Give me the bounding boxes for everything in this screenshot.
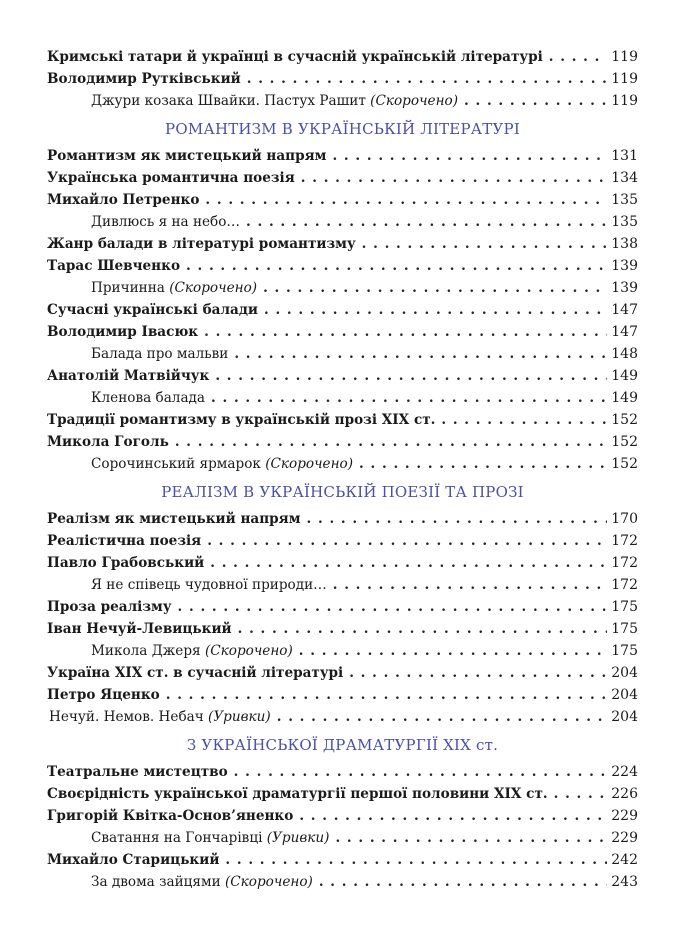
dot-leader	[332, 145, 607, 167]
toc-entry-title	[47, 321, 198, 343]
toc-entry[interactable]	[47, 343, 638, 365]
page-number: 149	[611, 390, 638, 406]
toc-entry-title-text: Реалізм як мистецький напрям	[47, 511, 301, 527]
toc-entry-title-text: Я не співець чудовної природи…	[91, 577, 327, 593]
dot-leader	[225, 849, 607, 871]
toc-entry-title-text: Григорій Квітка-Основ’яненко	[47, 808, 294, 824]
dot-leader	[277, 706, 608, 728]
toc-entry-title	[47, 365, 209, 387]
page-number: 242	[611, 852, 638, 868]
toc-entry-title	[47, 508, 301, 530]
dot-leader	[211, 387, 607, 409]
toc-entry-title	[91, 387, 205, 409]
toc-entry-title-text: Своєрідність української драматургії першої половини XIX ст.	[47, 786, 548, 802]
dot-leader	[234, 761, 608, 783]
toc-entry-note: (Скорочено)	[204, 643, 293, 659]
toc-entry-title-text: Іван Нечуй-Левицький	[47, 621, 232, 637]
page-number: 119	[611, 49, 638, 65]
dot-leader	[307, 508, 608, 530]
dot-leader	[263, 277, 607, 299]
toc-entry-title	[47, 46, 543, 68]
toc-entry-title-text: Проза реалізму	[47, 599, 172, 615]
dot-leader	[441, 409, 607, 431]
toc-entry-title	[47, 145, 326, 167]
page-number: 147	[611, 324, 638, 340]
dot-leader	[335, 827, 607, 849]
toc-entry[interactable]	[47, 508, 638, 530]
section-heading: З УКРАЇНСЬКОЇ ДРАМАТУРГІЇ XIX ст.	[186, 736, 499, 754]
toc-entry[interactable]	[47, 805, 638, 827]
page-number: 148	[611, 346, 638, 362]
dot-leader	[247, 68, 608, 90]
dot-leader	[333, 574, 608, 596]
toc-entry-title-text: Сорочинський ярмарок	[91, 456, 261, 472]
toc-entry-title	[91, 640, 293, 662]
section-heading: РОМАНТИЗМ В УКРАЇНСЬКІЙ ЛІТЕРАТУРІ	[165, 120, 520, 138]
toc-entry[interactable]	[47, 365, 638, 387]
toc-entry-title-text: Микола Джеря	[91, 643, 201, 659]
toc-entry-title	[47, 167, 295, 189]
toc-entry-title-text: Кленова балада	[91, 390, 206, 406]
toc-entry-title	[47, 596, 172, 618]
toc-entry[interactable]	[47, 783, 638, 805]
section-heading: РЕАЛІЗМ В УКРАЇНСЬКІЙ ПОЕЗІЇ ТА ПРОЗІ	[161, 483, 524, 501]
toc-entry[interactable]	[47, 761, 638, 783]
toc-entry-title	[91, 574, 327, 596]
toc-entry-title	[47, 552, 204, 574]
dot-leader	[234, 343, 607, 365]
page-number: 172	[611, 555, 638, 571]
toc-entry[interactable]	[47, 189, 638, 211]
toc-entry[interactable]	[47, 167, 638, 189]
toc-entry[interactable]	[47, 871, 638, 893]
dot-leader	[264, 299, 607, 321]
toc-entry-title	[47, 684, 160, 706]
toc-entry-title-text: Петро Яценко	[47, 687, 160, 703]
toc-entry-title-text: Михайло Старицький	[47, 852, 220, 868]
page-number: 175	[611, 643, 638, 659]
page-number: 119	[611, 71, 638, 87]
page-number: 226	[611, 786, 638, 802]
page-number: 149	[611, 368, 638, 384]
dot-leader	[349, 662, 607, 684]
page-number: 243	[611, 874, 638, 890]
dot-leader	[299, 640, 607, 662]
toc-entry-title	[91, 343, 228, 365]
toc-entry-title	[47, 255, 180, 277]
toc-entry-title	[47, 409, 435, 431]
dot-leader	[207, 530, 607, 552]
toc-entry-title-text: Кримські татари й українці в сучасній українській літературі	[47, 49, 543, 65]
toc-entry-title-text: Українська романтична поезія	[47, 170, 295, 186]
dot-leader	[246, 211, 607, 233]
toc-entry-note: (Скорочено)	[265, 456, 354, 472]
toc-entry-title-text: Реалістична поезія	[47, 533, 202, 549]
toc-entry-title	[91, 211, 240, 233]
toc-entry-title-text: Микола Гоголь	[47, 434, 169, 450]
toc-entry-title	[47, 805, 293, 827]
dot-leader	[238, 618, 608, 640]
toc-entry[interactable]	[47, 431, 638, 453]
toc-entry[interactable]	[47, 618, 638, 640]
dot-leader	[299, 805, 607, 827]
toc-entry-title-text: Тарас Шевченко	[47, 258, 181, 274]
dot-leader	[204, 321, 607, 343]
toc-entry[interactable]	[47, 277, 638, 299]
dot-leader	[359, 453, 607, 475]
toc-entry-title	[91, 277, 257, 299]
dot-leader	[362, 233, 608, 255]
page-number: 224	[611, 764, 638, 780]
toc-entry[interactable]	[47, 640, 638, 662]
toc-entry-title	[49, 706, 271, 728]
dot-leader	[166, 684, 608, 706]
toc-entry-title	[91, 871, 313, 893]
page-number: 135	[611, 214, 638, 230]
toc-entry[interactable]	[47, 530, 638, 552]
toc-entry-title	[47, 233, 356, 255]
toc-entry[interactable]	[47, 409, 638, 431]
toc-entry[interactable]	[47, 387, 638, 409]
toc-entry-title-text: Нечуй. Немов. Небач	[49, 709, 204, 725]
toc-entry-title-text: Україна XIX ст. в сучасній літературі	[47, 665, 344, 681]
page-number: 229	[611, 830, 638, 846]
toc-entry-title	[47, 68, 241, 90]
toc-entry-title	[47, 530, 201, 552]
page-number: 119	[611, 93, 638, 109]
toc-entry[interactable]	[47, 706, 638, 728]
dot-leader	[554, 783, 608, 805]
toc-entry[interactable]	[47, 255, 638, 277]
dot-leader	[186, 255, 607, 277]
toc-entry-title	[47, 662, 343, 684]
toc-entry[interactable]	[47, 145, 638, 167]
toc-entry-note: (Уривки)	[208, 709, 271, 725]
toc-entry-title-text: Володимир Івасюк	[47, 324, 199, 340]
toc-entry-title	[91, 453, 353, 475]
toc-entry-title	[47, 189, 199, 211]
dot-leader	[549, 46, 608, 68]
toc-entry[interactable]	[47, 827, 638, 849]
toc-entry[interactable]	[47, 453, 638, 475]
dot-leader	[319, 871, 607, 893]
dot-leader	[215, 365, 607, 387]
toc-entry[interactable]	[47, 662, 638, 684]
page-number: 138	[611, 236, 638, 252]
page-number: 152	[611, 434, 638, 450]
toc-entry-note: (Скорочено)	[370, 93, 459, 109]
toc-entry[interactable]	[47, 552, 638, 574]
toc-entry[interactable]	[47, 90, 638, 112]
page-number: 134	[611, 170, 638, 186]
page-number: 135	[611, 192, 638, 208]
page-number: 204	[611, 665, 638, 681]
toc-entry-note: (Уривки)	[266, 830, 330, 846]
page-number: 204	[611, 687, 638, 703]
toc-entry-title-text: Театральне мистецтво	[47, 764, 228, 780]
page-number: 131	[611, 148, 638, 164]
page-number: 229	[611, 808, 638, 824]
toc-entry[interactable]	[47, 849, 638, 871]
page-number: 152	[611, 456, 638, 472]
toc-entry-title-text: Джури козака Швайки. Пастух Рашит	[91, 93, 366, 109]
toc-entry-title-text: Романтизм як мистецький напрям	[47, 148, 327, 164]
toc-entry-title-text: Балада про мальви	[91, 346, 229, 362]
toc-entry-title-text: Причинна	[91, 280, 165, 296]
toc-entry-title-text: Володимир Рутківський	[47, 71, 241, 87]
dot-leader	[178, 596, 608, 618]
page-number: 170	[611, 511, 638, 527]
page-number: 139	[611, 280, 638, 296]
page-number: 204	[611, 709, 638, 725]
toc-entry-title	[47, 783, 548, 805]
page-number: 175	[611, 621, 638, 637]
toc-entry[interactable]	[47, 321, 638, 343]
dot-leader	[205, 189, 607, 211]
toc-entry-note: (Скорочено)	[169, 280, 258, 296]
toc-entry-title-text: Сватання на Гончарівці	[91, 830, 263, 846]
toc-entry-title-text: Дивлюсь я на небо…	[91, 214, 241, 230]
toc-entry-title-text: Михайло Петренко	[47, 192, 200, 208]
toc-entry-title	[47, 761, 228, 783]
toc-entry-title	[91, 827, 329, 849]
dot-leader	[464, 90, 607, 112]
toc-entry-title-text: Сучасні українські балади	[47, 302, 258, 318]
toc-entry[interactable]	[47, 299, 638, 321]
toc-entry-title-text: Традиції романтизму в українській прозі XIX ст.	[47, 412, 436, 428]
page-number: 152	[611, 412, 638, 428]
page-number: 139	[611, 258, 638, 274]
toc-entry[interactable]	[47, 233, 638, 255]
toc-entry-title	[47, 431, 169, 453]
toc-entry[interactable]	[47, 684, 638, 706]
dot-leader	[301, 167, 607, 189]
toc-entry[interactable]	[47, 68, 638, 90]
dot-leader	[175, 431, 607, 453]
toc-entry-title-text: Павло Грабовський	[47, 555, 205, 571]
toc-entry-title	[47, 299, 258, 321]
toc-entry[interactable]	[47, 574, 638, 596]
page-number: 175	[611, 599, 638, 615]
page-number: 147	[611, 302, 638, 318]
toc-entry-title	[47, 618, 232, 640]
dot-leader	[210, 552, 607, 574]
toc-entry-title-text: Анатолій Матвійчук	[47, 368, 210, 384]
toc-entry-title-text: За двома зайцями	[91, 874, 221, 890]
toc-entry-title-text: Жанр балади в літературі романтизму	[47, 236, 356, 252]
page-number: 172	[611, 533, 638, 549]
page-number: 172	[611, 577, 638, 593]
toc-entry-title	[91, 90, 458, 112]
toc-entry[interactable]	[47, 596, 638, 618]
toc-entry-note: (Скорочено)	[224, 874, 313, 890]
toc-entry[interactable]	[47, 46, 638, 68]
toc-entry-title	[47, 849, 219, 871]
toc-entry[interactable]	[47, 211, 638, 233]
